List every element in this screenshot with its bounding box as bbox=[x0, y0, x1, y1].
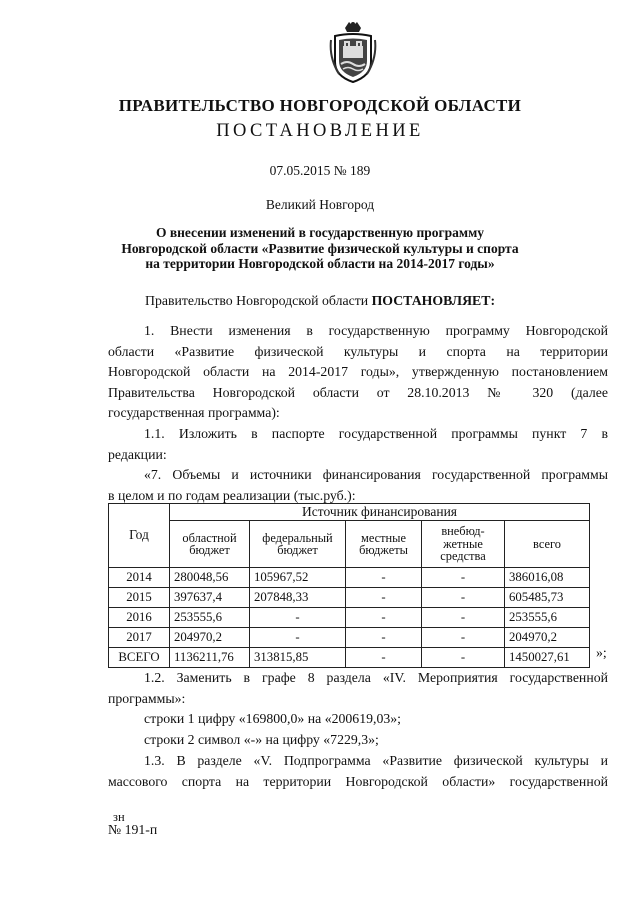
cell-regional: 280048,56 bbox=[170, 568, 250, 588]
column-header-extrabudget: внебюд-жетные средства bbox=[422, 521, 505, 568]
document-date-number: 07.05.2015 № 189 bbox=[269, 163, 371, 178]
cell-year: ВСЕГО bbox=[109, 648, 170, 668]
document-city: Великий Новгород bbox=[265, 197, 375, 212]
document-subject bbox=[0, 225, 640, 272]
financing-table bbox=[108, 503, 590, 668]
paragraph-line: 1. Внести изменения в государственную программу Новгородской bbox=[144, 323, 608, 338]
paragraph-line: строки 1 цифру «169800,0» на «200619,03»; bbox=[144, 711, 401, 727]
cell-federal: - bbox=[250, 608, 346, 628]
cell-year: 2017 bbox=[109, 628, 170, 648]
cell-extrabudget: - bbox=[422, 568, 505, 588]
paragraph-line: программы»: bbox=[108, 690, 186, 706]
paragraph-item-1 bbox=[108, 321, 608, 424]
cell-extrabudget: - bbox=[422, 648, 505, 668]
paragraph-line: редакции: bbox=[108, 446, 167, 462]
paragraph-line: 1.2. Заменить в графе 8 раздела «IV. Мероприятия государственной bbox=[144, 670, 608, 685]
paragraph-line: Правительства Новгородской области от 28.10.2013 № 320 (далее bbox=[108, 384, 608, 400]
cell-local: - bbox=[346, 648, 422, 668]
table-row bbox=[109, 568, 590, 588]
subject-line: О внесении изменений в государственную программу bbox=[155, 225, 485, 240]
paragraph-item-1-2 bbox=[108, 668, 608, 750]
cell-year: 2015 bbox=[109, 588, 170, 608]
table-row bbox=[109, 588, 590, 608]
document-type: ПОСТАНОВЛЕНИЕ bbox=[216, 121, 424, 141]
paragraph-line: 1.1. Изложить в паспорте государственной программы пункт 7 в bbox=[144, 426, 608, 441]
cell-total: 386016,08 bbox=[505, 568, 590, 588]
table-subheader-row bbox=[109, 521, 590, 568]
preamble bbox=[145, 293, 495, 309]
cell-regional: 397637,4 bbox=[170, 588, 250, 608]
cell-regional: 1136211,76 bbox=[170, 648, 250, 668]
cell-total: 605485,73 bbox=[505, 588, 590, 608]
table-row-total bbox=[109, 648, 590, 668]
cell-regional: 253555,6 bbox=[170, 608, 250, 628]
cell-federal: 105967,52 bbox=[250, 568, 346, 588]
cell-total: 253555,6 bbox=[505, 608, 590, 628]
paragraph-line: массового спорта на территории Новгородской области» государственной bbox=[108, 773, 608, 789]
cell-total: 1450027,61 bbox=[505, 648, 590, 668]
paragraph-line: 1.3. В разделе «V. Подпрограмма «Развитие физической культуры и bbox=[144, 753, 608, 768]
paragraph-item-7-intro bbox=[108, 465, 608, 506]
subject-line: Новгородской области «Развитие физической культуры и спорта bbox=[121, 240, 519, 256]
cell-federal: 313815,85 bbox=[250, 648, 346, 668]
paragraph-item-1-3 bbox=[108, 751, 608, 792]
cell-local: - bbox=[346, 608, 422, 628]
paragraph-line: области «Развитие физической культуры и спорта на территории bbox=[108, 343, 608, 359]
column-header-federal: федеральный бюджет bbox=[250, 521, 346, 568]
column-header-local: местные бюджеты bbox=[346, 521, 422, 568]
cell-local: - bbox=[346, 588, 422, 608]
table-row bbox=[109, 608, 590, 628]
cell-year: 2014 bbox=[109, 568, 170, 588]
preamble-text: Правительство Новгородской области bbox=[145, 293, 372, 308]
cell-local: - bbox=[346, 628, 422, 648]
coat-of-arms-icon bbox=[329, 18, 377, 86]
paragraph-line: «7. Объемы и источники финансирования государственной программы bbox=[144, 467, 608, 482]
cell-extrabudget: - bbox=[422, 588, 505, 608]
table-closing-quote: »; bbox=[596, 645, 607, 660]
cell-year: 2016 bbox=[109, 608, 170, 628]
paragraph-line: государственная программа): bbox=[108, 405, 280, 421]
cell-federal: 207848,33 bbox=[250, 588, 346, 608]
paragraph-item-1-1 bbox=[108, 424, 608, 465]
paragraph-line: строки 2 символ «-» на цифру «7229,3»; bbox=[144, 731, 379, 747]
column-group-header: Источник финансирования bbox=[170, 504, 590, 521]
government-title: ПРАВИТЕЛЬСТВО НОВГОРОДСКОЙ ОБЛАСТИ bbox=[118, 96, 522, 115]
preamble-bold: ПОСТАНОВЛЯЕТ: bbox=[371, 293, 496, 308]
cell-extrabudget: - bbox=[422, 608, 505, 628]
table-header-row bbox=[109, 504, 590, 521]
footer-code: зн bbox=[113, 810, 125, 824]
subject-line: на территории Новгородской области на 2014-2017 годы» bbox=[145, 256, 495, 271]
column-header-year: Год bbox=[109, 504, 170, 568]
cell-extrabudget: - bbox=[422, 628, 505, 648]
table-row bbox=[109, 628, 590, 648]
column-header-regional: областной бюджет bbox=[170, 521, 250, 568]
cell-total: 204970,2 bbox=[505, 628, 590, 648]
cell-federal: - bbox=[250, 628, 346, 648]
cell-regional: 204970,2 bbox=[170, 628, 250, 648]
column-header-total: всего bbox=[505, 521, 590, 568]
cell-local: - bbox=[346, 568, 422, 588]
paragraph-line: Новгородской области на 2014-2017 годы», утвержденную постановлением bbox=[108, 364, 608, 380]
footer-number: № 191-п bbox=[108, 822, 158, 837]
paragraph-line: в целом и по годам реализации (тыс.руб.): bbox=[108, 487, 356, 503]
